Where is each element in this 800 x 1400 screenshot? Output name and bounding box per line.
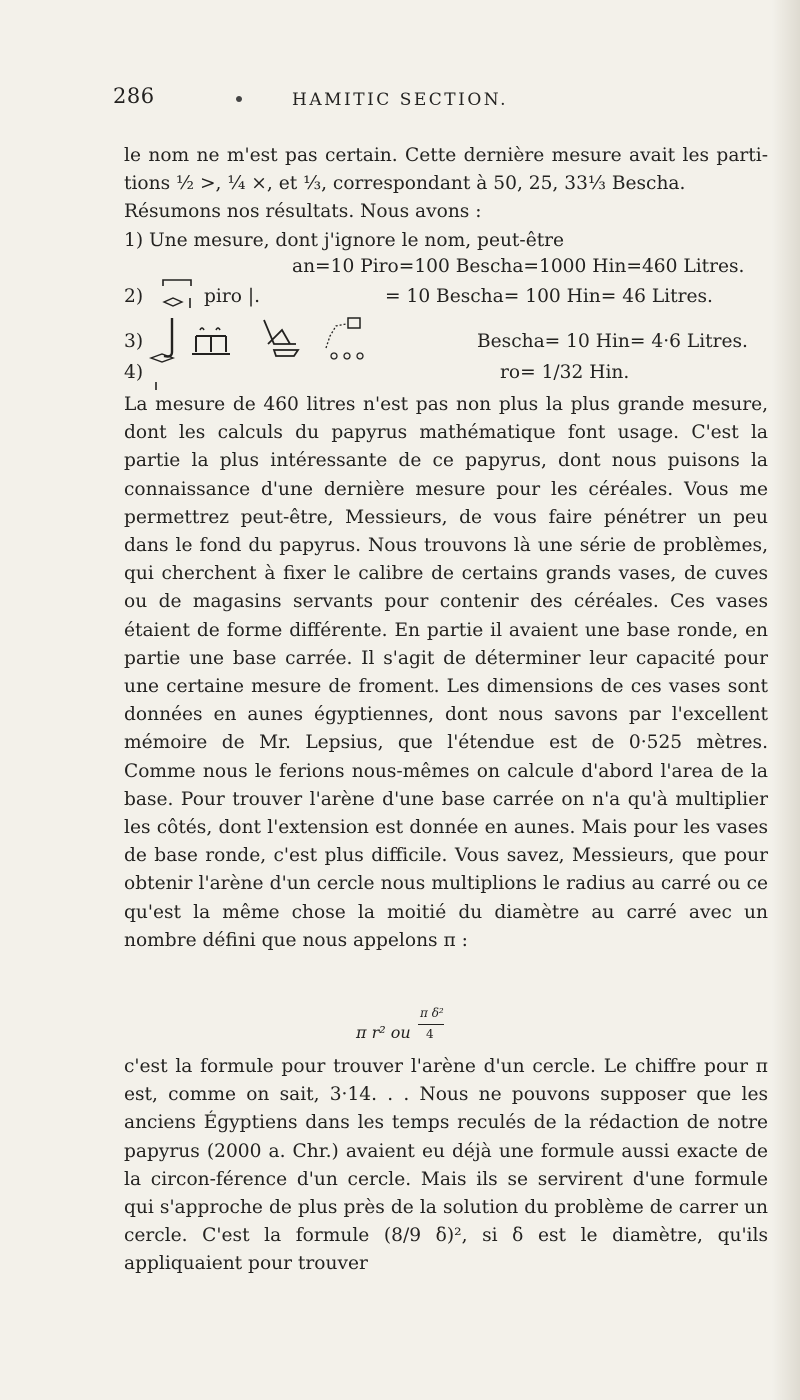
measure-line-1: an=10 Piro=100 Bescha=1000 Hin=460 Litres. [292,256,745,277]
intro-line-1: le nom ne m'est pas certain. Cette dernière mesure avait les parti- [124,145,768,166]
measure-item-2-left: piro |. [204,286,261,307]
formula-pi-r-squared: π r² ou [356,1023,411,1042]
intro-line-4: 1) Une mesure, dont j'ignore le nom, peut-être [124,229,565,251]
formula-denominator: 4 [426,1027,434,1041]
intro-line-2: tions ½ >, ¼ ×, et ⅓, correspondant à 50, 25, 33⅓ Bescha. [124,173,686,195]
hieroglyph-reed-vessels-icon [156,314,388,364]
measure-item-3-number: 3) [124,331,144,352]
measure-item-2-right: = 10 Bescha= 100 Hin= 46 Litres. [385,286,713,307]
page-number: 286 [113,84,155,108]
hieroglyph-mouth-bracket-icon [160,278,196,310]
main-paragraph: La mesure de 460 litres n'est pas non plus la plus grande mesure, dont les calculs du papyrus mathématique font usage. C'est la partie la plus intéressante de ce papyrus, dont nous puisons la connaissance d'une dernière mesure pour les céréales. Vous me permettrez peut-être, Messieurs, de vous faire pénétrer un peu dans le fond du papyrus. Nous trouvons là une série de problèmes, qui cherchent à fixer le calibre de certains grands vases, de cuves ou de magasins servants pour contenir des céréales. Ces vases étaient de forme différente. En partie il avaient une base ronde, en partie une base carrée. Il s'agit de déterminer leur capacité pour une certaine mesure de froment. Les dimensions de ces vases sont données en aunes égyptiennes, dont nous savons par l'excellent mémoire de Mr. Lepsius, que l'étendue est de 0·525 mètres. Comme nous le ferions nous-mêmes on calcule d'abord l'area de la base. Pour trouver l'arène d'une base carrée on n'a qu'à multiplier les côtés, dont l'extension est donnée en aunes. Mais pour les vases de base ronde, c'est plus difficile. Vous savez, Messieurs, que pour obtenir l'arène d'un cercle nous multiplions le radius au carré ou ce qu'est la même chose la moitié du diamètre au carré avec un nombre défini que nous appelons π : [124,394,768,951]
formula-numerator: π δ² [420,1006,444,1020]
formula-fraction-bar [418,1024,444,1025]
hieroglyph-grain-signs-icon [148,350,176,392]
running-title: HAMITIC SECTION. [292,90,508,110]
intro-line-3: Résumons nos résultats. Nous avons : [124,201,482,223]
measure-item-4-number: 4) [124,362,144,383]
measure-item-3-right: Bescha= 10 Hin= 4·6 Litres. [477,331,748,352]
measure-item-4-right: ro= 1/32 Hin. [500,362,630,383]
closing-paragraph: c'est la formule pour trouver l'arène d'un cercle. Le chiffre pour π est, comme on sait, 3·14. . . Nous ne pouvons supposer que les anciens Égyptiens dans les temps reculés de la rédaction de notre papyrus (2000 a. Chr.) avaient eu déjà une formule aussi exacte de la circon-férence d'un cercle. Mais ils se servirent d'une formule qui s'approche de plus près de la solution du problème de carrer un cercle. C'est la formule (8/9 δ)², si δ est le diamètre, qu'ils appliquaient pour trouver [124,1056,768,1275]
page-edge-shadow [772,0,800,1400]
intro-text [124,142,768,255]
measure-item-2-number: 2) [124,286,144,307]
